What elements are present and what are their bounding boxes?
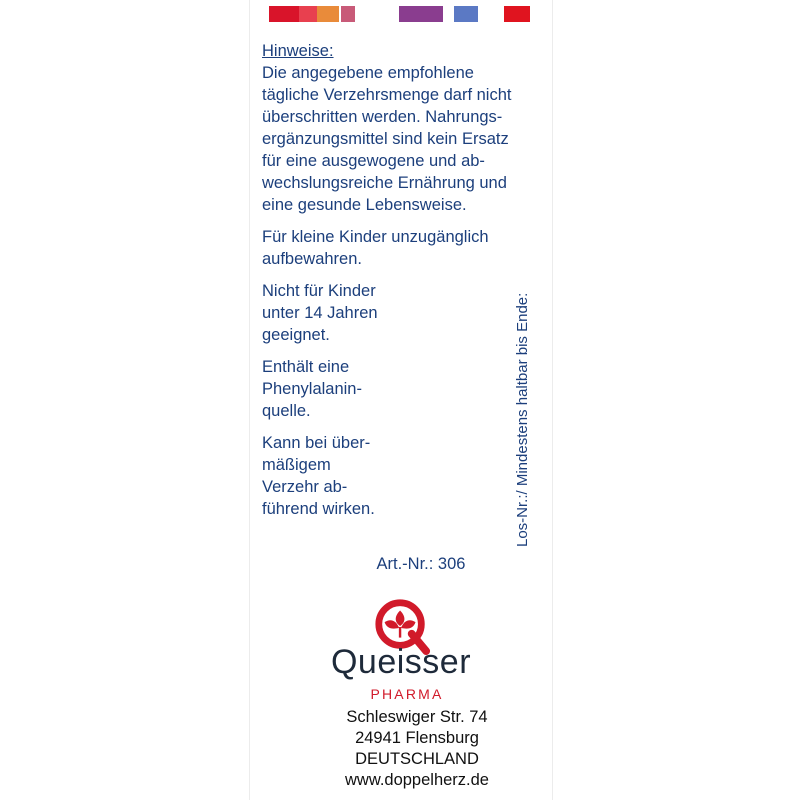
- notes-section: [262, 40, 542, 530]
- address-street: Schleswiger Str. 74: [346, 708, 488, 726]
- strip-blue-block: [454, 6, 478, 22]
- strip-purple-block: [399, 6, 443, 22]
- address-block: [249, 707, 553, 791]
- note-paragraph: Für kleine Kinder unzugänglich aufbewahren.: [262, 228, 489, 268]
- strip-red-block-2: [299, 6, 317, 22]
- strip-orange-block: [317, 6, 339, 22]
- article-number: Art.-Nr.: 306: [376, 555, 466, 573]
- top-color-strip: [249, 0, 553, 24]
- package-side-panel: [249, 0, 553, 800]
- address-country: DEUTSCHLAND: [355, 750, 479, 768]
- strip-red-block: [269, 6, 299, 22]
- address-city: 24941 Flensburg: [355, 729, 479, 747]
- website-link[interactable]: www.doppelherz.de: [344, 771, 489, 789]
- strip-red-block-3: [504, 6, 530, 22]
- lot-expiry-label: Los-Nr.:/ Mindestens haltbar bis Ende:: [514, 292, 531, 547]
- brand-subtitle: PHARMA: [370, 686, 444, 702]
- note-paragraph: Nicht für Kinder unter 14 Jahren geeignet.: [262, 282, 378, 344]
- strip-pink-block: [341, 6, 355, 22]
- note-paragraph: Kann bei über- mäßigem Verzehr ab- führend wirken.: [262, 434, 375, 518]
- note-paragraph: Die angegebene empfohlene tägliche Verzehrsmenge darf nicht überschritten werden. Nahrungs- ergänzungsmittel sind kein Ersatz für eine ausgewogene und ab- wechslungsreiche Ernährung und eine gesunde Lebensweise.: [262, 64, 512, 214]
- note-paragraph: Enthält eine Phenylalanin- quelle.: [262, 358, 362, 420]
- brand-name: Queisser: [330, 643, 472, 681]
- notes-heading: Hinweise:: [262, 42, 334, 60]
